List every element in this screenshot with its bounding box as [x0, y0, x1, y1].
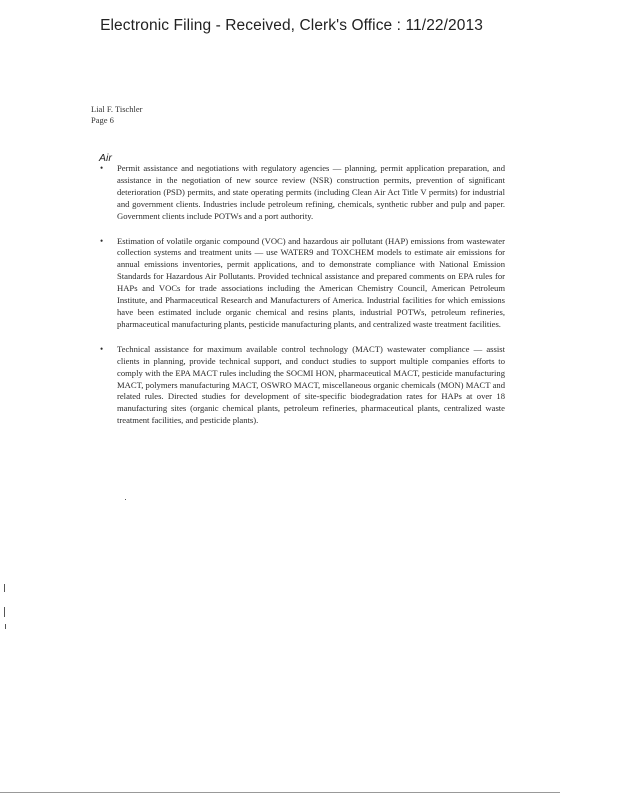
bullet-icon: • — [100, 163, 104, 173]
scan-edge-mark — [5, 624, 6, 629]
section-heading: Air — [99, 152, 112, 164]
list-item — [99, 344, 505, 427]
list-item-text: Permit assistance and negotiations with regulatory agencies — planning, permit application preparation, and assistance in the negotiation of new source review (NSR) construction permits, prevention of significant deterioration (PSD) permits, and state operating permits (including Clean Air Act Title V permits) for industrial and government clients. Industries include petroleum refining, chemicals, synthetic rubber and pulp and paper. Government clients include POTWs and a port authority. — [117, 163, 505, 221]
bullet-icon: • — [100, 235, 104, 246]
author-name: Lial F. Tischler — [91, 104, 143, 114]
page-header — [91, 104, 143, 126]
filing-stamp: Electronic Filing - Received, Clerk's Office : 11/22/2013 — [100, 17, 483, 34]
scan-bottom-edge — [0, 792, 560, 793]
bullet-icon: • — [100, 343, 104, 354]
scan-edge-mark — [4, 584, 5, 592]
list-item-text: Technical assistance for maximum available control technology (MACT) wastewater compliance — assist clients in planning, provide technical support, and conduct studies to support multiple companies efforts to comply with the EPA MACT rules including the SOCMI HON, pharmaceutical MACT, pesticide manufacturing MACT, polymers manufacturing MACT, OSWRO MACT, miscellaneous organic chemicals (MON) MACT and related rules. Directed studies for development of site-specific biodegradation rates for HAPs at over 18 manufacturing sites (organic chemical plants, petroleum refineries, pharmaceutical plants, centralized waste treatment facilities, and pesticide plants). — [117, 343, 505, 426]
list-item-text: Estimation of volatile organic compound (VOC) and hazardous air pollutant (HAP) emissions from wastewater collection systems and treatment units — use WATER9 and TOXCHEM models to estimate air emissions for annual emissions inventories, permit applications, and to demonstrate compliance with National Emission Standards for Hazardous Air Pollutants. Provided technical assistance and prepared comments on EPA rules for HAPs and VOCs for trade associations including the American Chemistry Council, American Petroleum Institute, and Pharmaceutical Research and Manufacturers of America. Industrial facilities for which emissions have been estimated include organic chemical and resins plants, industrial POTWs, petroleum refineries, pharmaceutical manufacturing plants, pesticide manufacturing plants, and centralized waste treatment facilities. — [117, 235, 505, 329]
list-item — [99, 163, 505, 223]
bullet-list — [99, 163, 505, 440]
page-number: Page 6 — [91, 115, 114, 125]
scan-edge-mark — [4, 607, 5, 617]
list-item — [99, 236, 505, 331]
scan-speck — [125, 499, 126, 500]
